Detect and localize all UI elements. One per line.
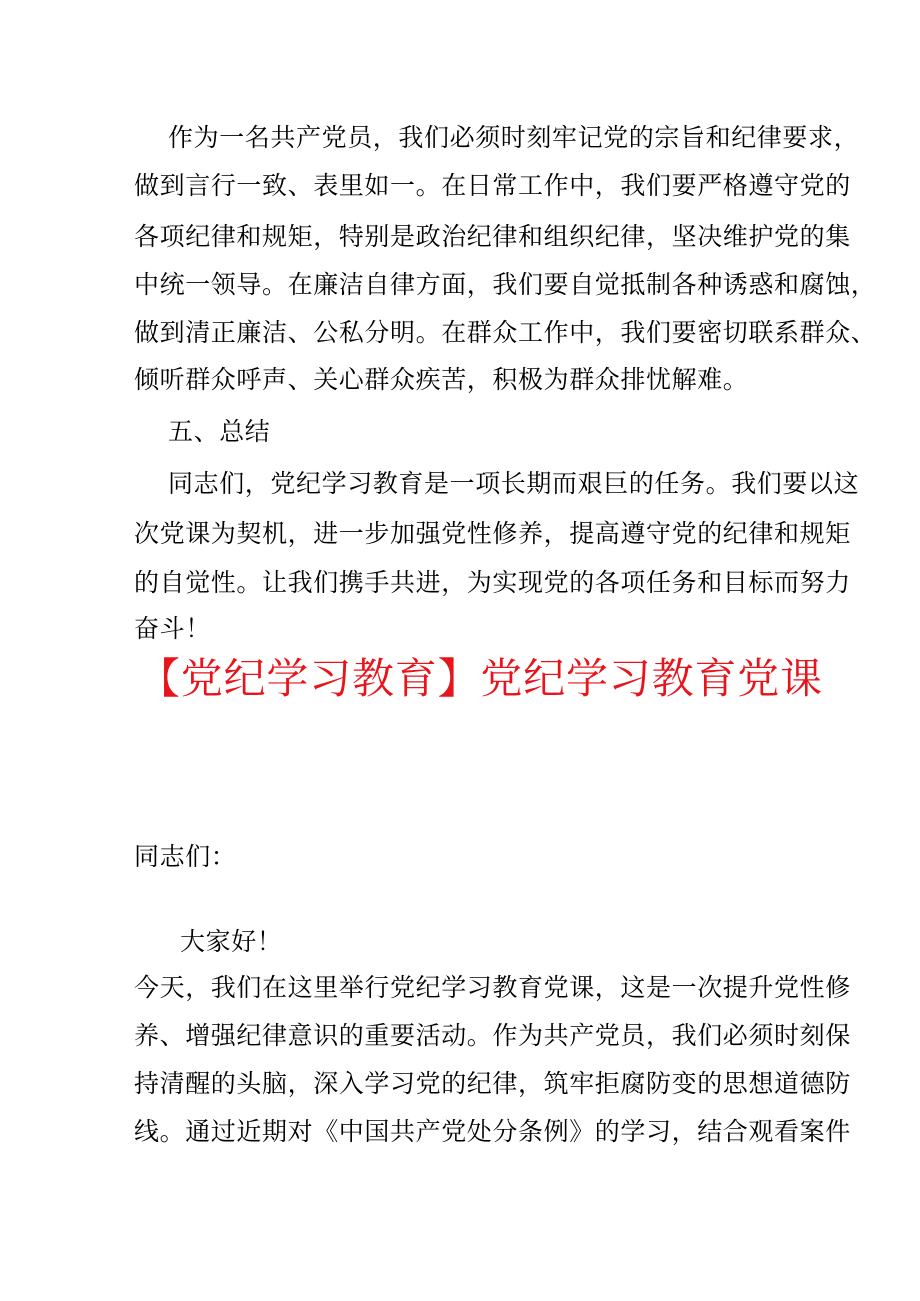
paragraph-line: 今天，我们在这里举行党纪学习教育党课，这是一次提升党性修 [134,973,851,1002]
section-heading: 五、总结 [168,417,271,446]
paragraph-line: 同志们，党纪学习教育是一项长期而艰巨的任务。我们要以这 [168,469,860,498]
paragraph-line: 线。通过近期对《中国共产党处分条例》的学习，结合观看案件 [134,1117,851,1146]
paragraph-line: 的自觉性。让我们携手共进，为实现党的各项任务和目标而努力 [134,568,851,597]
greeting: 大家好！ [180,927,283,956]
paragraph-line: 做到清正廉洁、公私分明。在群众工作中，我们要密切联系群众、 [134,318,877,347]
paragraph-line: 次党课为契机，进一步加强党性修养，提高遵守党的纪律和规矩 [134,519,851,548]
paragraph-line: 持清醒的头脑，深入学习党的纪律，筑牢拒腐防变的思想道德防 [134,1069,851,1098]
paragraph-line: 倾听群众呼声、关心群众疾苦，积极为群众排忧解难。 [134,365,749,394]
document-title: 【党纪学习教育】党纪学习教育党课 [138,654,823,703]
paragraph-line: 做到言行一致、表里如一。在日常工作中，我们要严格遵守党的 [134,171,851,200]
salutation: 同志们： [134,842,237,871]
paragraph-line: 中统一领导。在廉洁自律方面，我们要自觉抵制各种诱惑和腐蚀， [134,270,877,299]
paragraph-line: 各项纪律和规矩，特别是政治纪律和组织纪律，坚决维护党的集 [134,222,851,251]
paragraph-line: 奋斗！ [134,614,211,643]
paragraph-line: 养、增强纪律意识的重要活动。作为共产党员，我们必须时刻保 [134,1021,851,1050]
paragraph-line: 作为一名共产党员，我们必须时刻牢记党的宗旨和纪律要求， [168,123,860,152]
